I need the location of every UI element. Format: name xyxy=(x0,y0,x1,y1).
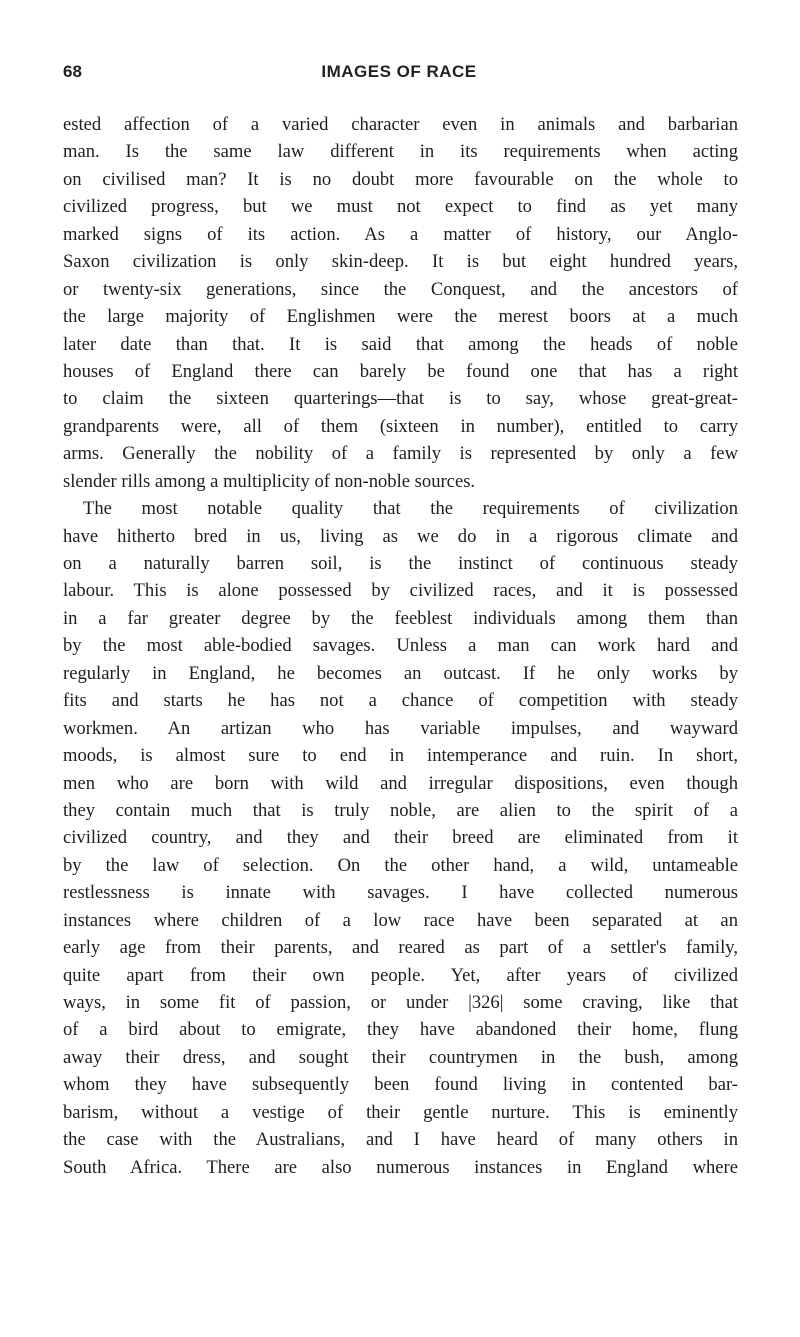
text-line: restlessness is innate with savages. I have collected numerous xyxy=(63,882,738,904)
text-line: on civilised man? It is no doubt more favourable on the whole to xyxy=(63,168,738,190)
text-line: man. Is the same law different in its requirements when acting xyxy=(63,141,738,163)
text-line: in a far greater degree by the feeblest individuals among them than xyxy=(63,607,738,629)
text-line: men who are born with wild and irregular dispositions, even though xyxy=(63,772,738,794)
text-line: slender rills among a multiplicity of non-noble sources. xyxy=(63,470,476,492)
text-line: the case with the Australians, and I have heard of many others in xyxy=(63,1129,738,1151)
text-line: Saxon civilization is only skin-deep. It is but eight hundred years, xyxy=(63,251,738,273)
text-line: civilized country, and they and their breed are eliminated from it xyxy=(63,827,738,849)
page-number: 68 xyxy=(63,62,82,81)
text-line: have hitherto bred in us, living as we do in a rigorous climate and xyxy=(63,525,738,547)
text-line: by the most able-bodied savages. Unless a man can work hard and xyxy=(63,635,738,657)
text-line: instances where children of a low race have been separated at an xyxy=(63,909,738,931)
text-line: ways, in some fit of passion, or under |326| some craving, like that xyxy=(63,992,738,1013)
text-line: fits and starts he has not a chance of competition with steady xyxy=(63,690,738,712)
body-text xyxy=(63,111,738,1181)
running-head: IMAGES OF RACE xyxy=(321,62,477,81)
text-line: to claim the sixteen quarterings—that is to say, whose great-great- xyxy=(63,388,738,410)
text-line: they contain much that is truly noble, are alien to the spirit of a xyxy=(63,799,738,821)
text-line: or twenty-six generations, since the Conquest, and the ancestors of xyxy=(63,278,738,300)
text-line: ested affection of a varied character even in animals and barbarian xyxy=(63,114,738,135)
text-line: regularly in England, he becomes an outcast. If he only works by xyxy=(63,662,738,684)
text-line: the large majority of Englishmen were the merest boors at a much xyxy=(63,306,738,328)
text-line: grandparents were, all of them (sixteen in number), entitled to carry xyxy=(63,415,738,437)
text-line: away their dress, and sought their countrymen in the bush, among xyxy=(63,1046,738,1068)
text-line: barism, without a vestige of their gentle nurture. This is eminently xyxy=(63,1101,738,1123)
text-line: houses of England there can barely be found one that has a right xyxy=(63,360,738,382)
text-line: South Africa. There are also numerous instances in England where xyxy=(63,1156,738,1178)
text-line: of a bird about to emigrate, they have abandoned their home, flung xyxy=(63,1019,738,1041)
text-line: marked signs of its action. As a matter of history, our Anglo- xyxy=(63,223,738,245)
text-line: whom they have subsequently been found living in contented bar- xyxy=(63,1074,738,1096)
text-line: later date than that. It is said that among the heads of noble xyxy=(63,333,738,355)
text-line: workmen. An artizan who has variable impulses, and wayward xyxy=(63,717,738,739)
text-line: early age from their parents, and reared as part of a settler's family, xyxy=(63,937,738,959)
text-line: quite apart from their own people. Yet, after years of civilized xyxy=(63,964,738,986)
text-line: civilized progress, but we must not expect to find as yet many xyxy=(63,196,738,218)
page-header xyxy=(63,62,735,88)
text-line: labour. This is alone possessed by civilized races, and it is possessed xyxy=(63,580,738,602)
text-line: The most notable quality that the requirements of civilization xyxy=(83,498,738,520)
text-line: moods, is almost sure to end in intemperance and ruin. In short, xyxy=(63,745,738,767)
text-line: arms. Generally the nobility of a family is represented by only a few xyxy=(63,443,738,465)
text-line: by the law of selection. On the other hand, a wild, untameable xyxy=(63,854,738,876)
text-line: on a naturally barren soil, is the instinct of continuous steady xyxy=(63,553,738,574)
